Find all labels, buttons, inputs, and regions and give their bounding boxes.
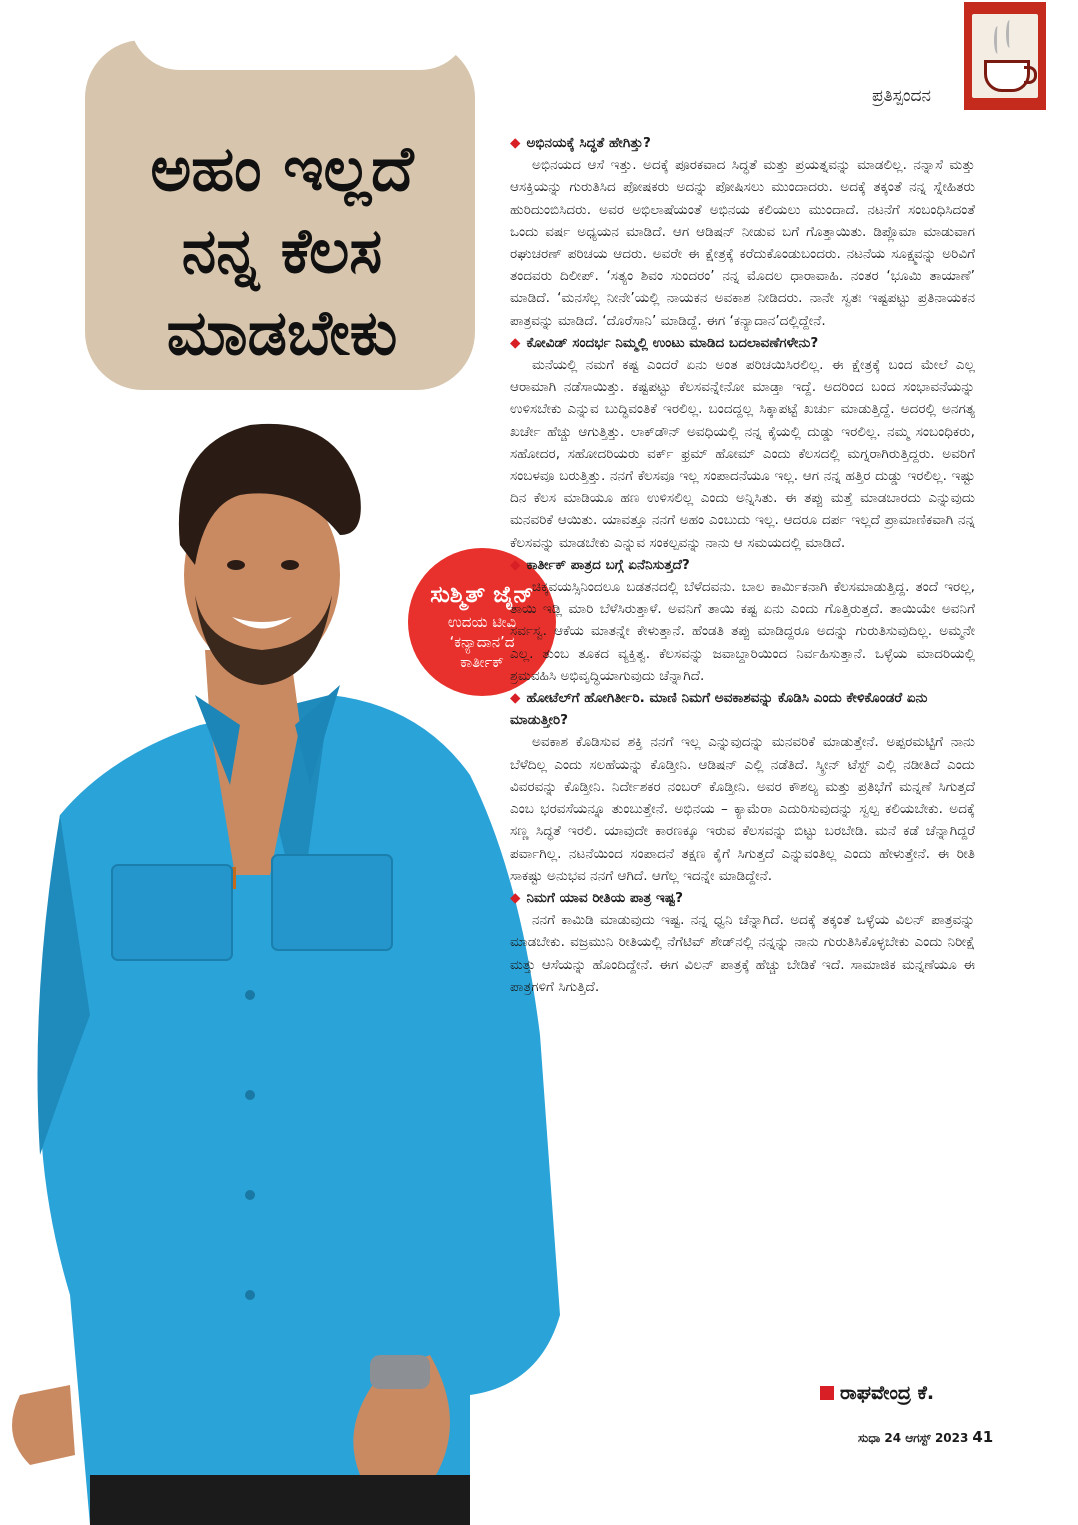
steam-mark — [994, 26, 1001, 54]
cup-handle — [1024, 66, 1037, 84]
badge-role: ಕಾರ್ತೀಕ್ — [460, 653, 504, 671]
answer: ಅವಕಾಶ ಕೊಡಿಸುವ ಶಕ್ತಿ ನನಗೆ ಇಲ್ಲ ಎನ್ನುವುದನ್ನು ಮನವರಿಕೆ ಮಾಡುತ್ತೇನೆ. ಅಪ್ಪರಮಟ್ಟಿಗೆ ನಾನು ಬೆಳೆದಿಲ್ಲ ಎಂದು ಸಲಹೆಯನ್ನು ಕೊಡ್ತೀನಿ. ಆಡಿಷನ್ ಎಲ್ಲಿ ನಡೆತಿದೆ. ಸ್ಕ್ರೀನ್ ಟೆಸ್ಟ್ ಎಲ್ಲಿ ನಡೀತಿದೆ ಎಂದು ವಿವರವನ್ನು ಕೊಡ್ತೀನಿ. ನಿರ್ದೇಶಕರ ನಂಬರ್ ಕೊಡ್ತೀನಿ. ಅವರ ಕೌಶಲ್ಯ ಮತ್ತು ಪ್ರತಿಭೆಗೆ ಮನ್ನಣೆ ಸಿಗುತ್ತದೆ ಎಂಬ ಭರವಸೆಯನ್ನೂ ತುಂಬುತ್ತೇನೆ. ಅಭಿನಯ – ಕ್ಯಾಮೆರಾ ಎದುರಿಸುವುದನ್ನು ಸ್ವಲ್ಪ ಕಲಿಯಬೇಕು. ಅದಕ್ಕೆ ಸಣ್ಣ ಸಿದ್ಧತೆ ಇರಲಿ. ಯಾವುದೇ ಕಾರಣಕ್ಕೂ ಇರುವ ಕೆಲಸವನ್ನು ಬಿಟ್ಟು ಬರಬೇಡಿ. ಮನೆ ಕಡೆ ಚೆನ್ನಾಗಿದ್ದರೆ ಪರ್ವಾಗಿಲ್ಲ. ನಟನೆಯಿಂದ ಸಂಪಾದನೆ ತಕ್ಷಣ ಕೈಗೆ ಸಿಗುತ್ತದೆ ಎನ್ನುವಂತಿಲ್ಲ ಎಂದು ಹೇಳುತ್ತೇನೆ. ಈ ರೀತಿ ಸಾಕಷ್ಟು ಅನುಭವ ನನಗೆ ಆಗಿದೆ. ಆಗೆಲ್ಲ ಇದನ್ನೇ ಮಾಡಿದ್ದೇನೆ. — [510, 734, 975, 884]
headline — [92, 128, 472, 374]
diamond-bullet-icon: ◆ — [510, 556, 521, 573]
answer: ನನಗೆ ಕಾಮಿಡಿ ಮಾಡುವುದು ಇಷ್ಟ. ನನ್ನ ಧ್ವನಿ ಚೆನ್ನಾಗಿದೆ. ಅದಕ್ಕೆ ತಕ್ಕಂತೆ ಒಳ್ಳೆಯ ವಿಲನ್ ಪಾತ್ರವನ್ನು ಮಾಡಬೇಕು. ವಜ್ರಮುನಿ ರೀತಿಯಲ್ಲಿ ನೆಗೆಟಿವ್ ಶೇಡ್‌ನಲ್ಲಿ ನನ್ನನ್ನು ನಾನು ಗುರುತಿಸಿಕೊಳ್ಳಬೇಕು ಎಂದು ನಿರೀಕ್ಷೆ ಮತ್ತು ಆಸೆಯನ್ನು ಹೊಂದಿದ್ದೇನೆ. ಈಗ ವಿಲನ್ ಪಾತ್ರಕ್ಕೆ ಹೆಚ್ಚು ಬೇಡಿಕೆ ಇದೆ. ಸಾಮಾಜಿಕ ಮನ್ನಣೆಯೂ ಈ ಪಾತ್ರಗಳಿಗೆ ಸಿಗುತ್ತಿದೆ. — [510, 912, 975, 995]
diamond-bullet-icon: ◆ — [510, 889, 521, 906]
question: ◆ ಕೋವಿಡ್ ಸಂದರ್ಭ ನಿಮ್ಮಲ್ಲಿ ಉಂಟು ಮಾಡಿದ ಬದಲಾವಣೆಗಳೇನು? — [510, 334, 819, 351]
square-bullet-icon — [820, 1386, 834, 1400]
section-label: ಪ್ರತಿಸ್ಪಂದನ — [872, 86, 931, 106]
question: ◆ ಅಭಿನಯಕ್ಕೆ ಸಿದ್ಧತೆ ಹೇಗಿತ್ತು? — [510, 135, 651, 151]
answer: ಚಿಕ್ಕವಯಸ್ಸಿನಿಂದಲೂ ಬಡತನದಲ್ಲಿ ಬೆಳೆದವನು. ಬಾಲ ಕಾರ್ಮಿಕನಾಗಿ ಕೆಲಸಮಾಡುತ್ತಿದ್ದ. ತಂದೆ ಇರಲ್ಲ, ತಾಯಿ ಇಡ್ಲಿ ಮಾರಿ ಬೆಳೆಸಿರುತ್ತಾಳೆ. ಅವನಿಗೆ ತಾಯಿ ಕಷ್ಟ ಏನು ಎಂದು ಗೊತ್ತಿರುತ್ತದೆ. ತಾಯಿಯೇ ಅವನಿಗೆ ಸರ್ವಸ್ವ. ಆಕೆಯ ಮಾತನ್ನೇ ಕೇಳುತ್ತಾನೆ. ಹೆಂಡತಿ ತಪ್ಪು ಮಾಡಿದ್ದರೂ ಅದನ್ನು ಗುರುತಿಸುವುದಿಲ್ಲ. ಅಮ್ಮನೇ ಎಲ್ಲ. ತುಂಬ ತೂಕದ ವ್ಯಕ್ತಿತ್ವ. ಕೆಲಸವನ್ನು ಜವಾಬ್ದಾರಿಯಿಂದ ನಿರ್ವಹಿಸುತ್ತಾನೆ. ಒಳ್ಳೆಯ ಮಾದರಿಯಲ್ಲಿ ಶ್ರಮವಹಿಸಿ ಅಭಿವೃದ್ಧಿಯಾಗುವುದು ಚೆನ್ನಾಗಿದೆ. — [510, 579, 975, 684]
question: ◆ ಕಾರ್ತೀಕ್ ಪಾತ್ರದ ಬಗ್ಗೆ ಏನೆನಿಸುತ್ತದೆ? — [510, 556, 690, 573]
article-body — [510, 132, 975, 998]
headline-line-3: ಮಾಡಬೇಕು — [166, 296, 398, 369]
question: ◆ ನಿಮಗೆ ಯಾವ ರೀತಿಯ ಪಾತ್ರ ಇಷ್ಟ? — [510, 889, 683, 906]
bubble-notch — [130, 20, 470, 70]
page-number: 41 — [972, 1428, 994, 1446]
steam-mark — [1006, 20, 1013, 48]
cup-background — [972, 14, 1038, 98]
coffee-cup-icon — [964, 2, 1046, 110]
author-byline: ರಾಘವೇಂದ್ರ ಕೆ. — [820, 1382, 934, 1404]
answer: ಮನೆಯಲ್ಲಿ ನಮಗೆ ಕಷ್ಟ ಎಂದರೆ ಏನು ಅಂತ ಪರಿಚಯಿಸಿರಲಿಲ್ಲ. ಈ ಕ್ಷೇತ್ರಕ್ಕೆ ಬಂದ ಮೇಲೆ ಎಲ್ಲ ಆರಾಮಾಗಿ ನಡೆಸಾಯಿತ್ತು. ಕಷ್ಟಪಟ್ಟು ಕೆಲಸವನ್ನೇನೋ ಮಾಡ್ತಾ ಇದ್ದೆ. ಅದರಿಂದ ಬಂದ ಸಂಭಾವನೆಯನ್ನು ಉಳಿಸಬೇಕು ಎನ್ನುವ ಬುದ್ಧಿವಂತಿಕೆ ಇರಲಿಲ್ಲ. ಬಂದದ್ದಲ್ಲ ಸಿಕ್ಕಾಪಟ್ಟೆ ಖರ್ಚು ಮಾಡುತ್ತಿದ್ದೆ. ಅದರಲ್ಲಿ ಅನಗತ್ಯ ಖರ್ಚೇ ಹೆಚ್ಚು ಆಗುತ್ತಿತ್ತು. ಲಾಕ್‌ಡೌನ್ ಅವಧಿಯಲ್ಲಿ ನನ್ನ ಕೈಯಲ್ಲಿ ದುಡ್ಡು ಇರಲಿಲ್ಲ. ನಮ್ಮ ಸಂಬಂಧಿಕರು, ಸಹೋದರ, ಸಹೋದರಿಯರು ವರ್ಕ್ ಫ್ರಮ್ ಹೋಮ್ ಎಂದು ಕೆಲಸದಲ್ಲಿ ಮಗ್ನರಾಗಿರುತ್ತಿದ್ದರು. ಅವರಿಗೆ ಸಂಬಳವೂ ಬರುತ್ತಿತ್ತು. ನನಗೆ ಕೆಲಸವೂ ಇಲ್ಲ ಸಂಪಾದನೆಯೂ ಇಲ್ಲ. ಆಗ ನನ್ನ ಹತ್ತಿರ ದುಡ್ಡು ಇರಲಿಲ್ಲ. ಇಷ್ಟು ದಿನ ಕೆಲಸ ಮಾಡಿಯೂ ಹಣ ಉಳಿಸಲಿಲ್ಲ ಎಂದು ಅನ್ನಿಸಿತು. ಈ ತಪ್ಪು ಮತ್ತೆ ಮಾಡಬಾರದು ಎನ್ನುವುದು ಮನವರಿಕೆ ಆಯಿತು. ಯಾವತ್ತೂ ನನಗೆ ಅಹಂ ಎಂಬುದು ಇಲ್ಲ. ಆದರೂ ದರ್ಪ ಇಲ್ಲದೆ ಪ್ರಾಮಾಣಿಕವಾಗಿ ನನ್ನ ಕೆಲಸವನ್ನು ಮಾಡಬೇಕು ಎನ್ನುವ ಸಂಕಲ್ಪವನ್ನು ನಾನು ಆ ಸಮಯದಲ್ಲಿ ಮಾಡಿದೆ. — [510, 357, 975, 551]
magazine-issue: ಸುಧಾ 24 ಆಗಸ್ಟ್ 2023 — [858, 1431, 969, 1445]
headline-line-1: ಅಹಂ ಇಲ್ಲದೆ — [150, 132, 414, 205]
diamond-bullet-icon: ◆ — [510, 135, 521, 151]
diamond-bullet-icon: ◆ — [510, 690, 521, 707]
badge-channel: ಉದಯ ಟೀವಿ — [447, 613, 517, 631]
question: ◆ ಹೋಟೆಲ್‌ಗೆ ಹೋಗಿರ್ತೀರಿ. ಮಾಣಿ ನಿಮಗೆ ಅವಕಾಶವನ್ನು ಕೊಡಿಸಿ ಎಂದು ಕೇಳಿಕೊಂಡರೆ ಏನು ಮಾಡುತ್ತೀರಿ? — [510, 690, 928, 729]
badge-name: ಸುಶ್ಮಿತ್ ಜೈನ್ — [430, 582, 534, 608]
diamond-bullet-icon: ◆ — [510, 334, 521, 351]
answer: ಅಭಿನಯದ ಆಸೆ ಇತ್ತು. ಅದಕ್ಕೆ ಪೂರಕವಾದ ಸಿದ್ಧತೆ ಮತ್ತು ಪ್ರಯತ್ನವನ್ನು ಮಾಡಲಿಲ್ಲ. ನನ್ನಾಸೆ ಮತ್ತು ಆಸಕ್ತಿಯನ್ನು ಗುರುತಿಸಿದ ಪೋಷಕರು ಅದನ್ನು ಪೋಷಿಸಲು ಮುಂದಾದರು. ಅದಕ್ಕೆ ತಕ್ಕಂತೆ ನನ್ನ ಸ್ನೇಹಿತರು ಹುರಿದುಂಬಿಸಿದರು. ಅವರ ಅಭಿಲಾಷೆಯಂತೆ ಅಭಿನಯ ಕಲಿಯಲು ಮುಂದಾದೆ. ನಟನೆಗೆ ಸಂಬಂಧಿಸಿದಂತೆ ಒಂದು ವರ್ಷ ಅಧ್ಯಯನ ಮಾಡಿದೆ. ಆಗ ಆಡಿಷನ್ ನೀಡುವ ಬಗೆ ಗೊತ್ತಾಯಿತು. ಡಿಪ್ಲೊಮಾ ಮಾಡುವಾಗ ರಘುಚರಣ್ ಪರಿಚಯ ಆದರು. ಅವರೇ ಈ ಕ್ಷೇತ್ರಕ್ಕೆ ಕರೆದುಕೊಂಡುಬಂದರು. ನಟನೆಯ ಸೂಕ್ಷ್ಮವನ್ನು ಅರಿವಿಗೆ ತಂದವರು ದಿಲೀಪ್. ‘ಸತ್ಯಂ ಶಿವಂ ಸುಂದರಂ’ ನನ್ನ ಮೊದಲ ಧಾರಾವಾಹಿ. ನಂತರ ‘ಭೂಮಿ ತಾಯಾಣೆ’ ಮಾಡಿದೆ. ‘ಮನಸೆಲ್ಲ ನೀನೇ’ಯಲ್ಲಿ ನಾಯಕನ ಅವಕಾಶ ನೀಡಿದರು. ನಾನೇ ಸ್ವತಃ ಇಷ್ಟಪಟ್ಟು ಪ್ರತಿನಾಯಕನ ಪಾತ್ರವನ್ನು ಮಾಡಿದೆ. ‘ದೊರೆಸಾನಿ’ ಮಾಡಿದ್ದೆ. ಈಗ ‘ಕನ್ಯಾದಾನ’ದಲ್ಲಿದ್ದೇನೆ. — [510, 157, 975, 329]
page-footer — [858, 1428, 993, 1446]
badge-show: ‘ಕನ್ಯಾದಾನ’ದ — [449, 633, 515, 651]
headline-line-2: ನನ್ನ ಕೆಲಸ — [181, 214, 383, 287]
